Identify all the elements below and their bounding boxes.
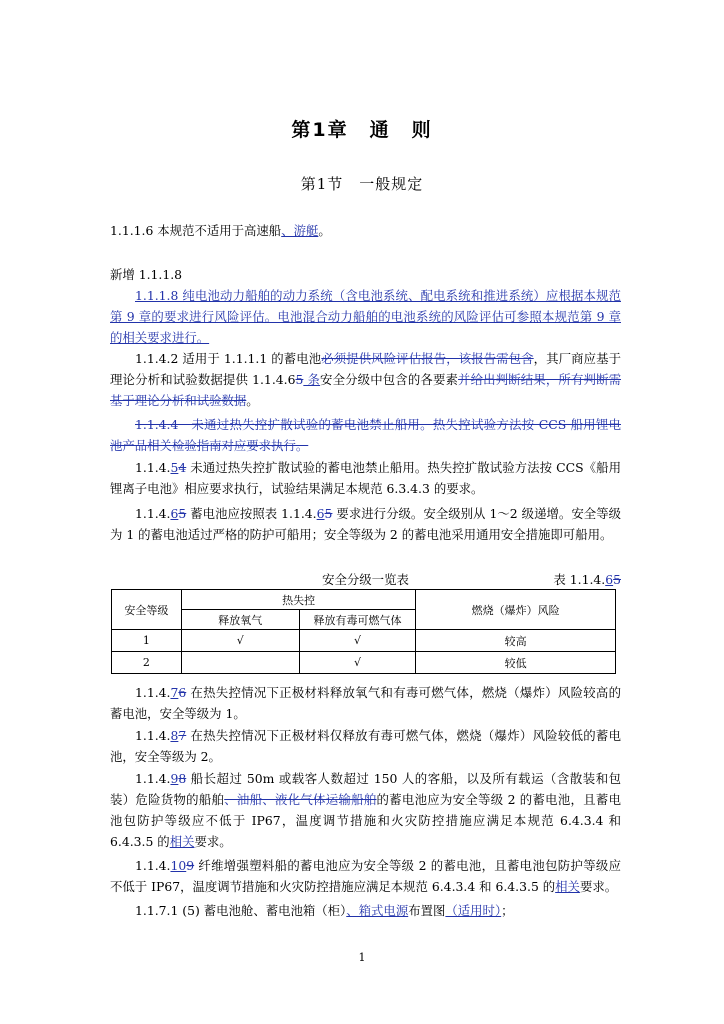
text: 的蓄电池应为安全等级 2 的蓄电池，且蓄电池包防护等级应不低于 IP67，温度调节措施和火灾防控措施应满足本规范 6.4.3.4 和 6.4.3.5 的	[110, 792, 622, 849]
text: 要求。	[579, 879, 618, 894]
cell-toxic: √	[299, 630, 416, 652]
text: 安全分级中包含的各要素	[320, 372, 459, 387]
text: 1.1.4.	[135, 685, 171, 700]
clause-1-1-4-10	[110, 855, 621, 897]
inserted-text: 6	[316, 506, 325, 521]
deleted-text: 并给出判断结果，所有判断需基于理论分析和试验数据	[110, 372, 622, 408]
clause-1-1-4-4-deleted: 1.1.4.4 未通过热失控扩散试验的蓄电池禁止船用。热失控试验方法按 CCS 船用锂电池产品相关检验指南对应要求执行。	[110, 417, 621, 453]
text: ；	[501, 903, 514, 918]
text: 1.1.4.	[135, 771, 171, 786]
text: 纤维增强塑料船的蓄电池应为安全等级 2 的蓄电池，且蓄电池包防护等级应不低于 IP67，温度调节措施和火灾防控措施应满足本规范 6.4.3.4 和 6.4.3.5 的	[110, 858, 621, 894]
inserted-text: 5	[170, 460, 179, 475]
header-thermal: 热失控	[181, 590, 416, 610]
header-grade: 安全等级	[112, 590, 182, 630]
clause-1-1-4-7	[110, 682, 621, 724]
section-title: 第1节 一般规定	[300, 175, 424, 193]
table-header-row	[112, 590, 616, 610]
cell-grade: 2	[112, 652, 182, 674]
text: 蓄电池应按照表 1.1.4.	[186, 506, 317, 521]
deleted-text: 6	[178, 685, 187, 700]
deleted-text: 4	[178, 460, 187, 475]
table-title: 安全分级一览表	[322, 572, 409, 587]
inserted-text: 相关	[169, 834, 195, 849]
text: 未通过热失控扩散试验的蓄电池禁止船用。热失控扩散试验方法按 CCS《船用锂离子电池》相应要求执行，试验结果满足本规范 6.3.4.3 的要求。	[110, 460, 621, 496]
inserted-text: 6	[170, 506, 179, 521]
deleted-text: 5	[613, 572, 621, 587]
inserted-text: 、箱式电源	[346, 903, 409, 918]
inserted-text: （适用时）	[445, 903, 502, 918]
deleted-text: 7	[178, 728, 187, 743]
text: 。	[246, 393, 259, 408]
clause-1-1-4-6	[110, 503, 621, 545]
cell-oxygen	[181, 652, 299, 674]
inserted-text: 7	[170, 685, 179, 700]
inserted-text: 9	[170, 771, 179, 786]
inserted-text: 相关	[555, 879, 580, 894]
text: 船长超过 50m 或载客人数超过 150 人的客船，以及所有载运（含散装和包装）危险货物的船舶	[110, 771, 621, 807]
text: 1.1.4.	[135, 858, 171, 873]
deleted-text: 9	[186, 858, 195, 873]
text: 1.1.1.6 本规范不适用于高速船	[110, 223, 282, 238]
header-oxygen: 释放氧气	[181, 610, 299, 630]
clause-1-1-1-6	[110, 220, 621, 241]
deleted-text: 、油船、液化气体运输船舶	[224, 792, 377, 807]
inserted-text: 10	[170, 858, 187, 873]
table-row	[112, 652, 616, 674]
cell-risk: 较低	[416, 652, 616, 674]
cell-risk: 较高	[416, 630, 616, 652]
cell-grade: 1	[112, 630, 182, 652]
clause-1-1-7-1-5	[110, 900, 621, 921]
clause-1-1-4-5	[110, 457, 621, 499]
inserted-text: 条	[303, 372, 321, 387]
safety-grade-table	[111, 589, 616, 674]
page-number: 1	[358, 951, 366, 964]
inserted-text: 6	[605, 572, 614, 587]
table-caption	[110, 570, 621, 588]
deleted-text: 8	[178, 771, 187, 786]
header-toxic: 释放有毒可燃气体	[299, 610, 416, 630]
clause-1-1-4-2	[110, 348, 621, 411]
text: 。	[318, 223, 331, 238]
header-risk: 燃烧（爆炸）风险	[416, 590, 616, 630]
new-clause-note: 新增 1.1.1.8	[110, 267, 183, 282]
text: 在热失控情况下正极材料仅释放有毒可燃气体，燃烧（爆炸）风险较低的蓄电池，安全等级为 2。	[110, 728, 621, 764]
text: 1.1.4.	[135, 506, 171, 521]
cell-oxygen: √	[181, 630, 299, 652]
cell-toxic: √	[299, 652, 416, 674]
clause-1-1-1-8-inserted: 1.1.1.8 纯电池动力船舶的动力系统（含电池系统、配电系统和推进系统）应根据本规范第 9 章的要求进行风险评估。电池混合动力船舶的电池系统的风险评估可参照本规范第 9 章的相关要求进行。	[110, 288, 621, 345]
deleted-text: 5	[295, 372, 304, 387]
deleted-text: 5	[324, 506, 333, 521]
text: ，其厂商应基于理论分析和试验数据提供 1.1.4.6	[110, 351, 622, 387]
text: 要求。	[194, 834, 232, 849]
deleted-text: 5	[178, 506, 187, 521]
text: 1.1.7.1 (5) 蓄电池舱、蓄电池箱（柜）	[135, 903, 347, 918]
chapter-title: 第1章 通 则	[291, 119, 433, 141]
clause-1-1-4-9	[110, 768, 621, 852]
text: 表 1.1.4.	[553, 572, 606, 587]
deleted-text: 必须提供风险评估报告，该报告需包含	[321, 351, 534, 366]
text: 1.1.4.	[135, 460, 171, 475]
text: 1.1.4.2 适用于 1.1.1.1 的蓄电池	[135, 351, 322, 366]
table-number	[553, 570, 621, 588]
text: 在热失控情况下正极材料释放氧气和有毒可燃气体，燃烧（爆炸）风险较高的蓄电池，安全等级为 1。	[110, 685, 621, 721]
text: 1.1.4.	[135, 728, 171, 743]
inserted-text: 8	[170, 728, 179, 743]
table-row	[112, 630, 616, 652]
inserted-text: 、游艇	[281, 223, 319, 238]
clause-1-1-4-8	[110, 725, 621, 767]
text: 布置图	[408, 903, 446, 918]
text: 要求进行分级。安全级别从 1～2 级递增。安全等级为 1 的蓄电池适过严格的防护可船用；安全等级为 2 的蓄电池采用通用安全措施即可船用。	[110, 506, 622, 542]
